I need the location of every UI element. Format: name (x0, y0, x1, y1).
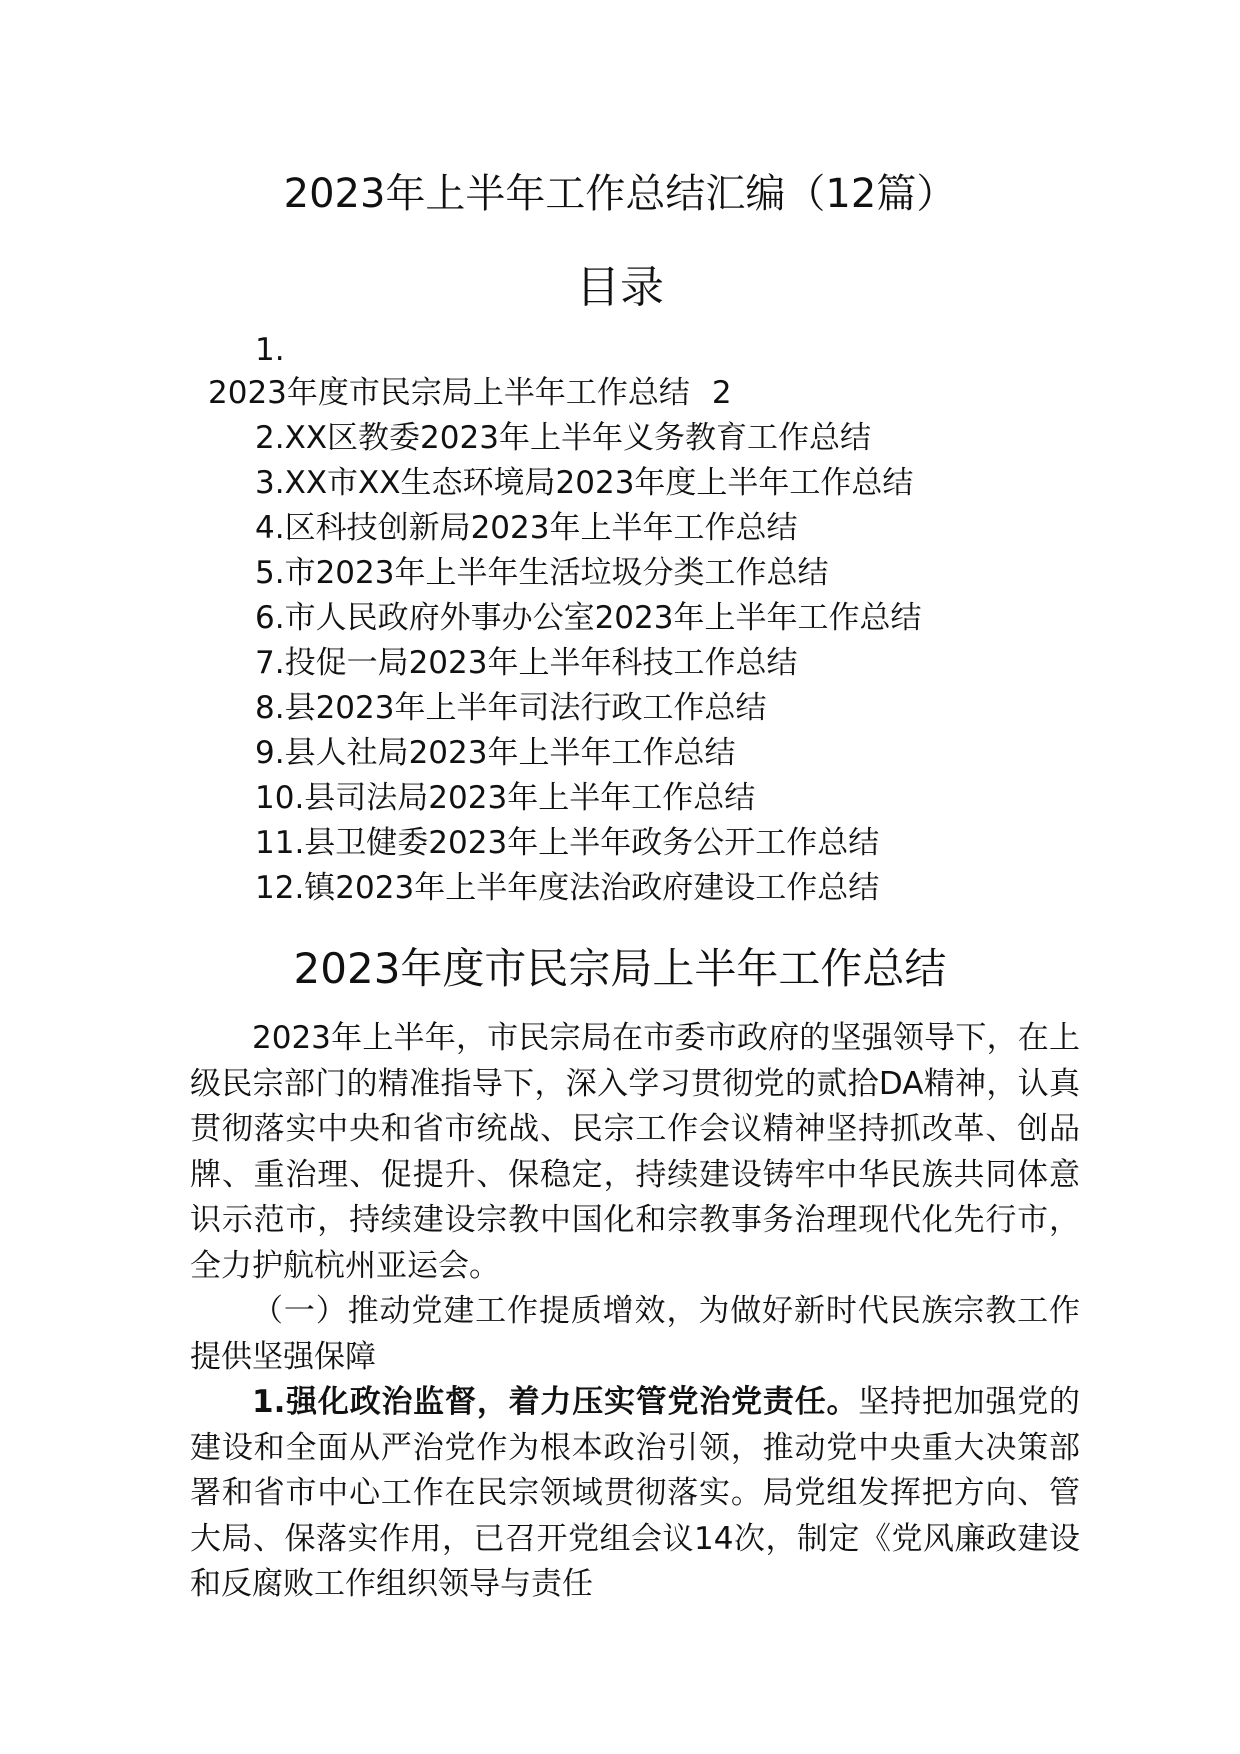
toc-item[interactable]: 10.县司法局2023年上半年工作总结 (255, 780, 756, 816)
body-paragraph (190, 1380, 1080, 1608)
body-paragraph: 2023年上半年，市民宗局在市委市政府的坚强领导下，在上级民宗部门的精准指导下，深入学习贯彻党的贰拾DA精神，认真贯彻落实中央和省市统战、民宗工作会议精神坚持抓改革、创品牌、重治理、促提升、保稳定，持续建设铸牢中华民族共同体意识示范市，持续建设宗教中国化和宗教事务治理现代化先行市，全力护航杭州亚运会。 (190, 1020, 1080, 1284)
toc-item[interactable] (208, 373, 732, 413)
paragraph-lead-heading: 1.强化政治监督，着力压实管党治党责任。 (252, 1384, 859, 1420)
toc-item[interactable]: 4.区科技创新局2023年上半年工作总结 (255, 510, 798, 546)
toc-item[interactable]: 5.市2023年上半年生活垃圾分类工作总结 (255, 555, 829, 591)
toc-item[interactable]: 7.投促一局2023年上半年科技工作总结 (255, 645, 798, 681)
toc-item[interactable]: 6.市人民政府外事办公室2023年上半年工作总结 (255, 600, 922, 636)
document-title: 2023年上半年工作总结汇编（12篇） (283, 171, 957, 217)
toc-item[interactable]: 9.县人社局2023年上半年工作总结 (255, 735, 736, 771)
toc-item[interactable]: 3.XX市XX生态环境局2023年度上半年工作总结 (255, 465, 914, 501)
body-paragraph: （一）推动党建工作提质增效，为做好新时代民族宗教工作提供坚强保障 (190, 1293, 1080, 1375)
toc-item[interactable]: 11.县卫健委2023年上半年政务公开工作总结 (255, 825, 880, 861)
paragraph-text: 坚持把加强党的建设和全面从严治党作为根本政治引领，推动党中央重大决策部署和省市中心工作在民宗领域贯彻落实。局党组发挥把方向、管大局、保落实作用，已召开党组会议14次，制定《党风廉政建设和反腐败工作组织领导与责任 (190, 1384, 1080, 1602)
toc-item[interactable]: 12.镇2023年上半年度法治政府建设工作总结 (255, 870, 880, 906)
section-body (190, 1016, 1080, 1608)
toc-item-label: 2023年度市民宗局上半年工作总结 (208, 375, 690, 411)
toc-item-number: 1. (255, 332, 285, 368)
toc-item[interactable]: 8.县2023年上半年司法行政工作总结 (255, 690, 767, 726)
section-title: 2023年度市民宗局上半年工作总结 (293, 944, 947, 993)
toc-page-number: 2 (711, 375, 732, 411)
toc-item[interactable]: 2.XX区教委2023年上半年义务教育工作总结 (255, 420, 871, 456)
toc-heading: 目录 (576, 262, 664, 313)
